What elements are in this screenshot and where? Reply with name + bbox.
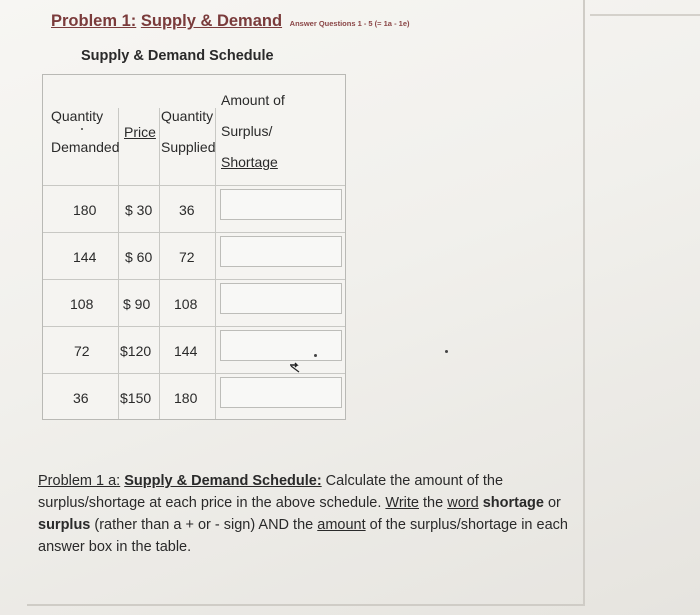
question-topic: Supply & Demand Schedule:	[124, 473, 322, 489]
cell-quantity-demanded: 108	[70, 296, 94, 312]
row-divider	[43, 373, 345, 374]
schedule-title: Supply & Demand Schedule	[81, 48, 274, 64]
answer-box[interactable]	[220, 236, 342, 267]
question-body: (rather than a + or - sign) AND the	[90, 517, 318, 533]
cell-quantity-supplied: 36	[179, 202, 195, 218]
cell-price: $120	[120, 343, 152, 359]
emphasis-amount: amount	[317, 517, 366, 533]
question-body: the	[419, 495, 448, 511]
question-body: Calculate the amount of the surplus/shortage at each price in the above schedule.	[38, 473, 504, 511]
cell-price: $150	[120, 390, 152, 406]
problem-label: Problem 1:	[51, 12, 137, 30]
side-panel-edge	[590, 0, 700, 16]
problem-topic: Supply & Demand	[140, 12, 283, 30]
question-label: Problem 1 a:	[38, 473, 121, 489]
stray-mark	[81, 128, 83, 130]
cell-price: $ 60	[125, 249, 153, 265]
row-divider	[43, 232, 345, 233]
cell-quantity-supplied: 144	[174, 343, 198, 359]
stray-mark	[314, 354, 317, 357]
header-quantity-supplied-2: Supplied	[161, 139, 216, 155]
answer-box[interactable]	[220, 189, 342, 220]
header-quantity-demanded: Quantity	[51, 108, 104, 124]
cell-quantity-supplied: 180	[174, 390, 198, 406]
row-divider	[43, 279, 345, 280]
header-divider	[43, 185, 345, 186]
problem-heading	[51, 12, 410, 31]
header-quantity-supplied: Quantity	[161, 108, 214, 124]
header-shortage: Shortage	[221, 154, 278, 170]
answer-box[interactable]	[220, 330, 342, 361]
cell-quantity-demanded: 72	[74, 343, 90, 359]
emphasis-write: Write	[385, 495, 419, 511]
cell-quantity-demanded: 36	[73, 390, 89, 406]
cell-quantity-demanded: 144	[73, 249, 97, 265]
stray-mark	[445, 350, 448, 353]
emphasis-word: word	[447, 495, 479, 511]
question-body: or	[543, 495, 561, 511]
answer-box[interactable]	[220, 283, 342, 314]
answer-note: Answer Questions 1 - 5 (= 1a - 1e)	[289, 19, 410, 28]
header-surplus: Surplus/	[221, 123, 273, 139]
emphasis-surplus: surplus	[38, 517, 91, 533]
header-amount: Amount of	[221, 92, 285, 108]
emphasis-shortage: shortage	[482, 495, 544, 511]
cell-quantity-supplied: 108	[174, 296, 198, 312]
header-quantity-demanded-2: Demanded	[51, 139, 120, 155]
cell-quantity-demanded: 180	[73, 202, 97, 218]
cell-price: $ 90	[123, 296, 151, 312]
cell-quantity-supplied: 72	[179, 249, 195, 265]
mouse-cursor-icon	[289, 361, 301, 373]
cell-price: $ 30	[125, 202, 153, 218]
row-divider	[43, 326, 345, 327]
header-price: Price	[124, 124, 156, 140]
question-text	[38, 470, 583, 558]
question-body: of the surplus/shortage in each answer box in the table.	[38, 517, 568, 555]
answer-box[interactable]	[220, 377, 342, 408]
